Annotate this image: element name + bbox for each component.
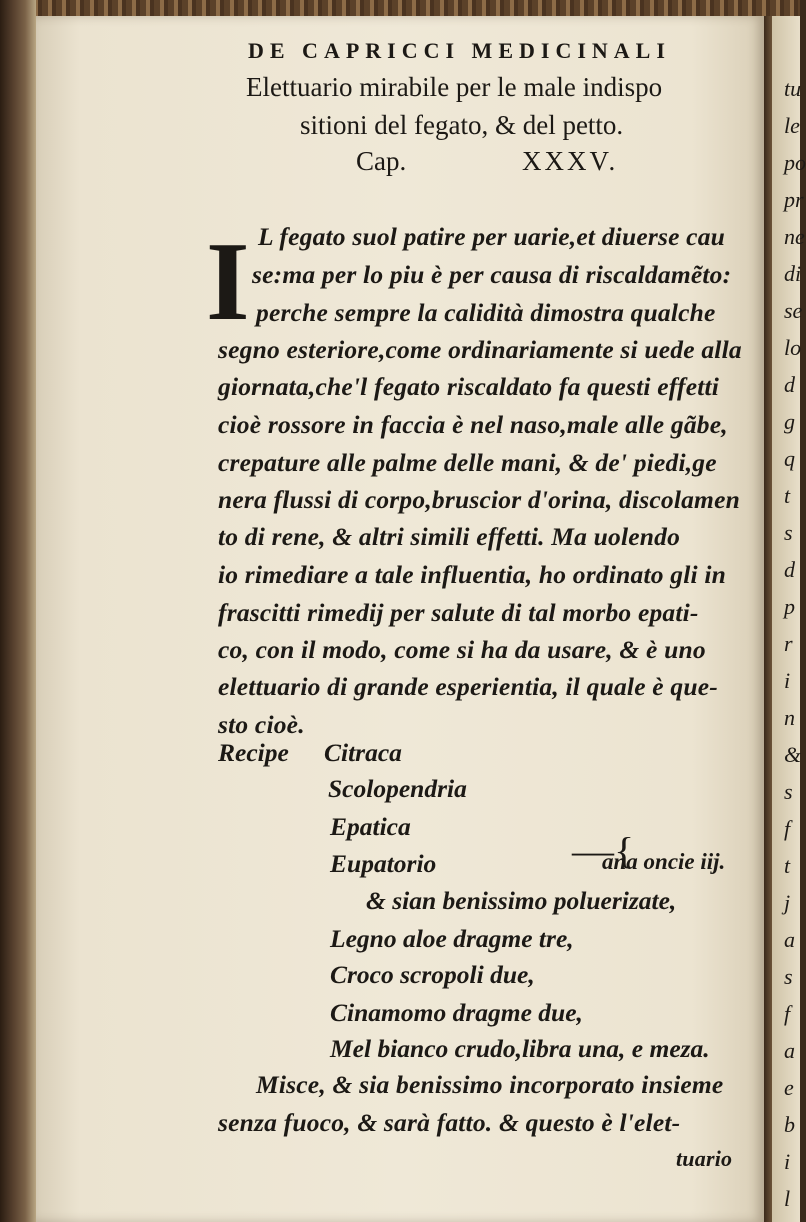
facing-page-fragment: b (784, 1112, 795, 1137)
recipe-herb: Scolopendria (328, 774, 467, 803)
recipe-line: Cinamomo dragme due, (330, 998, 583, 1027)
facing-page-fragment: t (784, 853, 791, 878)
chapter-title-line-1: Elettuario mirabile per le male indispo (246, 72, 663, 102)
facing-page-fragment: f (784, 816, 791, 841)
facing-page-fragment: p (784, 594, 795, 619)
closing-line: senza fuoco, & sarà fatto. & questo è l'elet- (218, 1108, 681, 1137)
drop-cap: I (206, 220, 250, 344)
facing-page-fragment: po (784, 150, 806, 175)
page-gutter (764, 16, 772, 1222)
facing-page-fragment: a (784, 927, 795, 952)
recipe-herb: Citraca (324, 738, 402, 767)
recipe-herb: Eupatorio (330, 849, 437, 878)
recipe-line: Mel bianco crudo,libra una, e meza. (330, 1034, 710, 1063)
facing-page-fragment: g (784, 409, 795, 434)
facing-page-fragment: t (784, 483, 791, 508)
facing-page-fragment: q (784, 446, 795, 471)
body-line: segno esteriore,come ordinariamente si uede alla (218, 335, 742, 364)
facing-page-fragment: r (784, 631, 793, 656)
chapter-title-line-2: sitioni del fegato, & del petto. (300, 110, 624, 140)
body-line: L fegato suol patire per uarie,et diuerse cau (258, 222, 726, 251)
chapter-label: Cap. (356, 146, 407, 176)
facing-page-fragment: ne (784, 224, 805, 249)
body-line: elettuario di grande esperientia, il quale è que- (218, 672, 718, 701)
brace-mark: —{ (572, 831, 635, 873)
body-line: to di rene, & altri simili effetti. Ma uolendo (218, 522, 681, 551)
recipe-head: Recipe (218, 738, 289, 767)
facing-page-fragment: i (784, 1149, 791, 1174)
facing-page-fragment: n (784, 705, 795, 730)
body-line: giornata,che'l fegato riscaldato fa questi effetti (218, 372, 720, 401)
facing-page-fragment: & (784, 742, 802, 767)
recipe-line: & sian benissimo poluerizate, (366, 886, 677, 915)
closing-line: Misce, & sia benissimo incorporato insieme (256, 1070, 724, 1099)
facing-page-fragment: a (784, 1038, 795, 1063)
facing-page-edge (772, 16, 806, 1222)
body-line: sto cioè. (218, 710, 305, 739)
facing-page-fragment: f (784, 1001, 791, 1026)
facing-page-fragment: d (784, 557, 795, 582)
body-line: se:ma per lo piu è per causa di riscaldamẽto: (252, 260, 732, 289)
recipe-line: Legno aloe dragme tre, (330, 924, 574, 953)
facing-page-fragment: di (784, 261, 802, 286)
body-line: crepature alle palme delle mani, & de' piedi,ge (218, 448, 717, 477)
catchword: tuario (676, 1146, 733, 1171)
recipe-herb: Epatica (330, 812, 411, 841)
facing-page-fragment: lo (784, 335, 802, 360)
body-line: nera flussi di corpo,bruscior d'orina, discolamen (218, 485, 740, 514)
facing-page-fragment: le (784, 113, 800, 138)
facing-page-fragment: s (784, 779, 793, 804)
body-line: frascitti rimedij per salute di tal morbo epati- (218, 598, 699, 627)
facing-page-fragment: l (784, 1186, 791, 1211)
facing-page-fragment: s (784, 520, 793, 545)
facing-page-fragment: s (784, 964, 793, 989)
facing-page-fragment: e (784, 1075, 794, 1100)
book-top-edge (0, 0, 800, 16)
chapter-number: XXXV. (522, 146, 619, 176)
body-line: co, con il modo, come si ha da usare, & è uno (218, 635, 706, 664)
facing-page-fragment: i (784, 668, 791, 693)
facing-page-fragment: se (784, 298, 803, 323)
facing-page-fragment: d (784, 372, 795, 397)
body-line: cioè rossore in faccia è nel naso,male alle gãbe, (218, 410, 728, 439)
body-line: io rimediare a tale influentia, ho ordinato gli in (218, 560, 727, 589)
recipe-dose: ana oncie iij. (602, 849, 726, 874)
facing-page-fragment: pr (784, 187, 804, 212)
book-binding (0, 0, 36, 1222)
running-head: DE CAPRICCI MEDICINALI (248, 38, 671, 63)
body-line: perche sempre la calidità dimostra qualche (256, 298, 716, 327)
recipe-line: Croco scropoli due, (330, 960, 535, 989)
facing-page-fragment: tu (784, 76, 802, 101)
facing-page-fragment: j (784, 890, 791, 915)
